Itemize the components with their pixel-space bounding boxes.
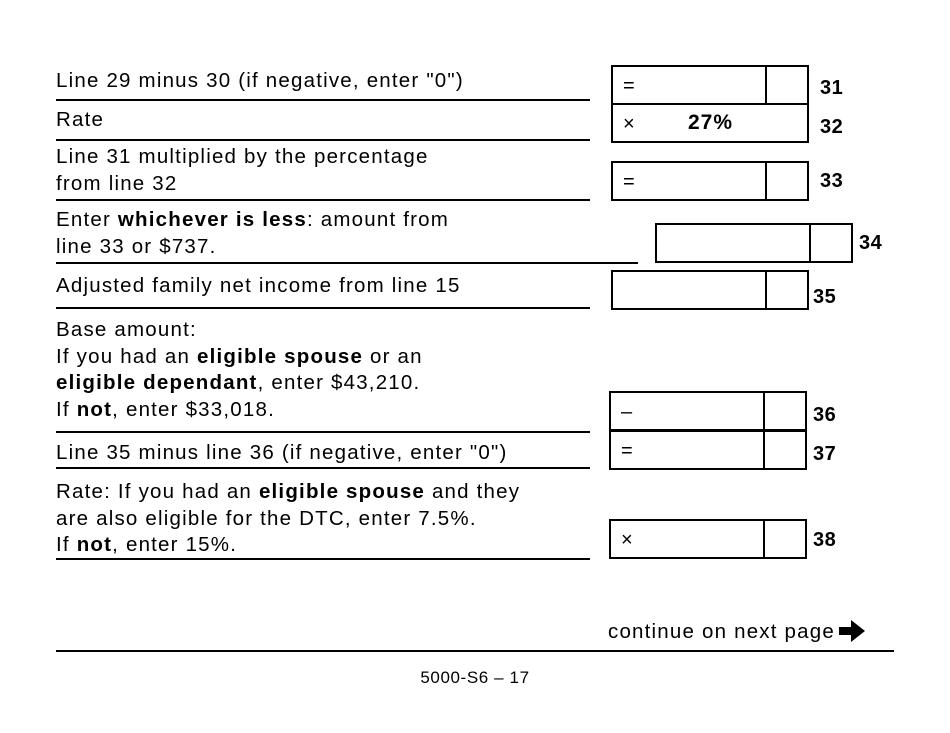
line-36-number: 36 <box>813 404 837 426</box>
label-text: Rate <box>56 108 105 131</box>
line-34-field[interactable] <box>655 223 853 263</box>
line-36-label <box>56 317 423 423</box>
line-33-field[interactable] <box>611 161 809 201</box>
line-32-label <box>56 107 104 134</box>
continue-text: continue on next page <box>608 620 835 643</box>
label-text: Line 31 multiplied by the percentage <box>56 145 429 168</box>
label-text: If <box>56 533 77 556</box>
minus-operator: – <box>621 401 633 423</box>
emphasis-text: eligible dependant <box>56 371 258 394</box>
line-36-field[interactable] <box>609 391 807 431</box>
line-35-number: 35 <box>813 286 837 308</box>
line-37-label <box>56 440 508 467</box>
label-text: , enter 15%. <box>112 533 238 556</box>
cents-divider <box>765 161 767 201</box>
arrow-right-icon <box>839 620 865 642</box>
emphasis-text: whichever is less <box>117 208 307 231</box>
label-text: line 33 or $737. <box>56 234 217 258</box>
line-35-label <box>56 273 461 300</box>
cents-divider <box>763 391 765 431</box>
equals-operator: = <box>623 171 635 193</box>
cents-divider <box>765 65 767 105</box>
label-text: Enter <box>56 208 118 231</box>
cents-divider <box>763 519 765 559</box>
multiply-operator: × <box>623 113 635 135</box>
label-text: Adjusted family net income from line 15 <box>56 274 461 297</box>
line-32-number: 32 <box>820 116 844 138</box>
line-37-field[interactable] <box>609 430 807 470</box>
line-33-label <box>56 144 429 197</box>
line-37-number: 37 <box>813 443 837 465</box>
label-text: Base amount: <box>56 318 197 341</box>
line-34-label <box>56 207 449 260</box>
label-text: If <box>56 397 77 421</box>
label-text: , enter $43,210. <box>257 371 421 394</box>
label-text: are also eligible for the DTC, enter 7.5%. <box>56 506 477 530</box>
line-32-rate-field <box>611 103 809 143</box>
label-text: from line 32 <box>56 171 178 195</box>
line-34-rule <box>56 262 638 264</box>
emphasis-text: not <box>76 533 113 556</box>
line-35-rule <box>56 307 590 309</box>
line-38-field[interactable] <box>609 519 807 559</box>
equals-operator: = <box>621 440 633 462</box>
line-31-label <box>56 68 464 95</box>
line-33-number: 33 <box>820 170 844 192</box>
line-38-number: 38 <box>813 529 837 551</box>
label-text: or an <box>363 344 423 368</box>
line-38-label <box>56 479 520 559</box>
label-text: Rate: If you had an <box>56 480 259 503</box>
cents-divider <box>765 270 767 310</box>
line-38-rule <box>56 558 590 560</box>
emphasis-text: eligible spouse <box>258 480 426 503</box>
line-35-field[interactable] <box>611 270 809 310</box>
emphasis-text: eligible spouse <box>197 344 364 368</box>
label-text: If you had an <box>56 344 198 368</box>
line-36-rule <box>56 431 590 433</box>
continue-notice <box>608 620 865 644</box>
cents-divider <box>809 223 811 263</box>
line-33-rule <box>56 199 590 201</box>
footer-rule <box>56 650 894 652</box>
label-text: : amount from <box>306 208 450 231</box>
page-number: 5000-S6 – 17 <box>420 668 530 687</box>
line-34-number: 34 <box>859 232 883 254</box>
line-37-rule <box>56 467 590 469</box>
emphasis-text: not <box>76 397 113 421</box>
label-text: Line 35 minus line 36 (if negative, enter "0") <box>56 441 508 464</box>
label-text: and they <box>425 480 521 503</box>
rate-value: 27% <box>688 111 734 134</box>
equals-operator: = <box>623 75 635 97</box>
label-text: , enter $33,018. <box>112 397 275 421</box>
cents-divider <box>763 430 765 470</box>
label-text: Line 29 minus 30 (if negative, enter "0") <box>56 69 464 92</box>
line-31-field[interactable] <box>611 65 809 105</box>
multiply-operator: × <box>621 529 633 551</box>
line-32-rule <box>56 139 590 141</box>
line-31-rule <box>56 99 590 101</box>
line-31-number: 31 <box>820 77 844 99</box>
